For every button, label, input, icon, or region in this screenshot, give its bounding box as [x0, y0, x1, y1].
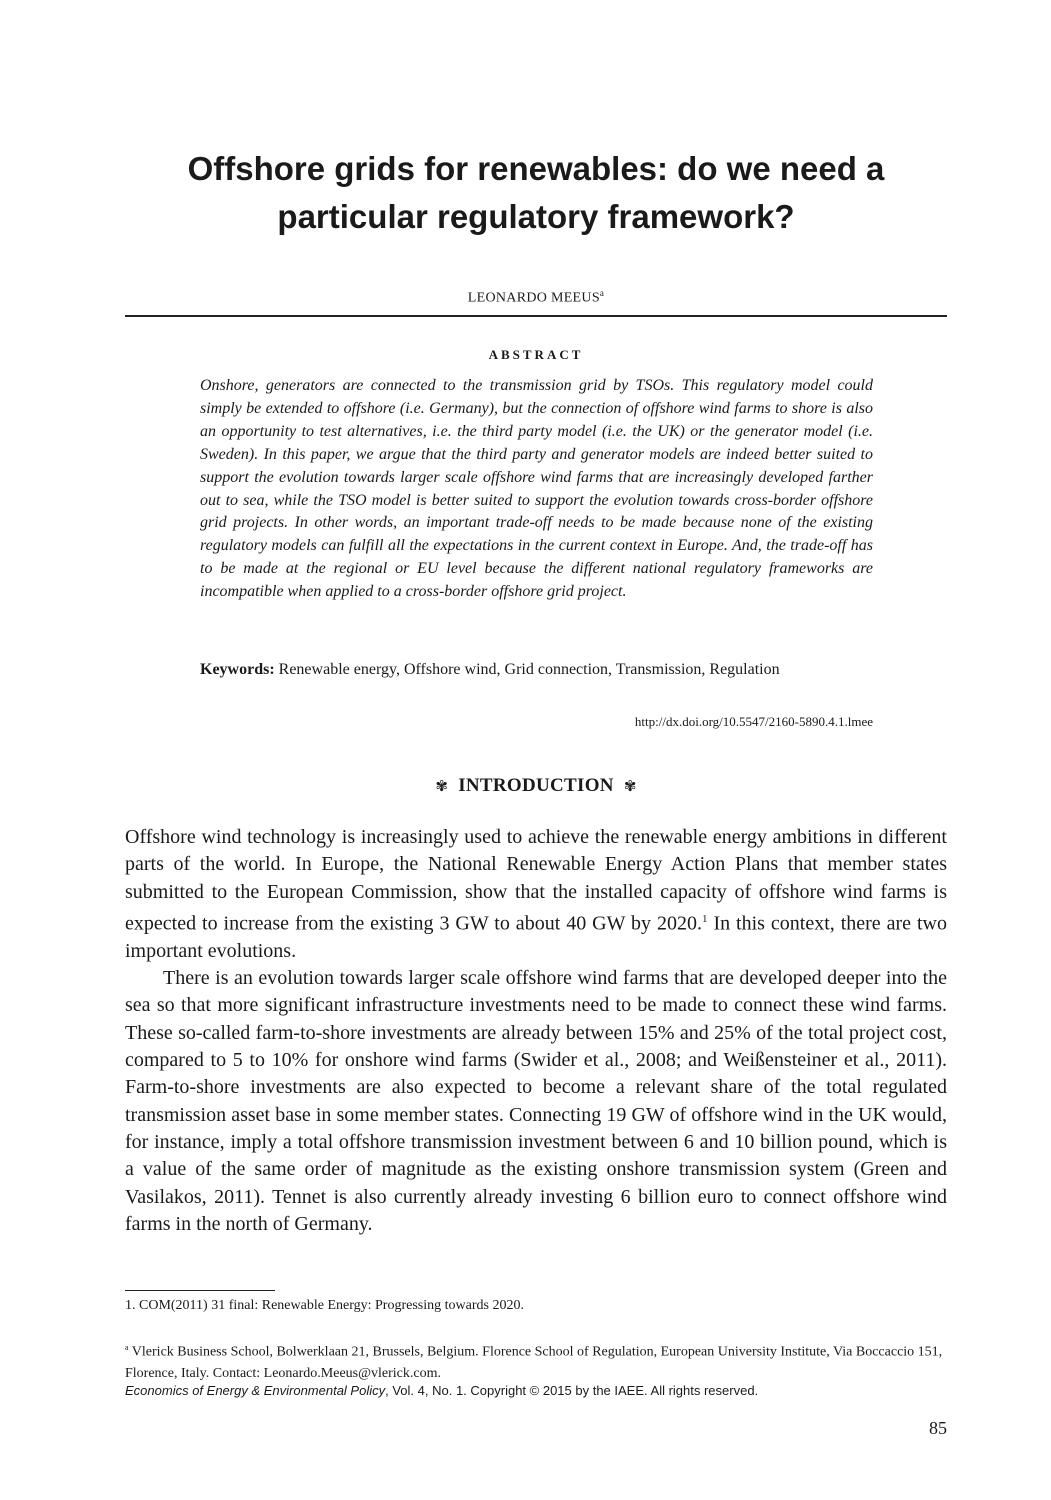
body-paragraph-1 — [125, 824, 947, 965]
author-affiliation-note — [125, 1337, 947, 1384]
keywords-label: Keywords: — [200, 661, 275, 678]
paper-title — [125, 145, 947, 241]
affiliation-mark: a — [125, 1343, 129, 1352]
affiliation-text: Vlerick Business School, Bolwerklaan 21, Brussels, Belgium. Florence School of Regulation, European University Institute, Via Boccaccio 151, Florence, Italy. Contact: Leonardo.Meeus@vlerick.com. — [125, 1344, 943, 1381]
introduction-heading-text: INTRODUCTION — [458, 775, 614, 796]
paragraph-1-end: In this context, there are two important evolutions. — [125, 912, 947, 962]
footnote-1: 1. COM(2011) 31 final: Renewable Energy: Progressing towards 2020. — [125, 1298, 524, 1313]
title-line-2: particular regulatory framework? — [277, 198, 795, 235]
footnote-ref-1[interactable]: 1 — [702, 912, 708, 925]
keywords — [200, 659, 873, 682]
author-affiliation-mark: a — [599, 288, 605, 298]
ornament-left-icon: ✾ — [435, 779, 449, 795]
page-number: 85 — [929, 1418, 947, 1438]
introduction-body — [125, 824, 947, 1238]
abstract-heading: ABSTRACT — [488, 347, 584, 362]
title-line-1: Offshore grids for renewables: do we need a — [187, 150, 885, 187]
abstract-text: Onshore, generators are connected to the transmission grid by TSOs. This regulatory model could simply be extended to offshore (i.e. Germany), but the connection of offshore wind farms to shore is also an opportunity to test alternatives, i.e. the third party model (i.e. the UK) or the generator model (i.e. Sweden). In this paper, we argue that the third party and generator models are indeed better suited to support the evolution towards larger scale offshore wind farms that are increasingly developed farther out to sea, while the TSO model is better suited to support the evolution towards cross-border offshore grid projects. In other words, an important trade-off needs to be made because none of the existing regulatory models can fulfill all the expectations in the current context in Europe. And, the trade-off has to be made at the regional or EU level because the different national regulatory frameworks are incompatible when applied to a cross-border offshore grid project. — [200, 377, 873, 601]
header-divider — [125, 315, 947, 317]
footnote-divider — [125, 1290, 275, 1291]
body-paragraph-2: There is an evolution towards larger scale offshore wind farms that are developed deeper into the sea so that more significant infrastructure investments need to be made to connect these wind farms. These so-called farm-to-shore investments are already between 15% and 25% of the total project cost, compared to 5 to 10% for onshore wind farms (Swider et al., 2008; and Weißensteiner et al., 2011). Farm-to-shore investments are also expected to become a relevant share of the total regulated transmission asset base in some member states. Connecting 19 GW of offshore wind in the UK would, for instance, imply a total offshore transmission investment between 6 and 10 billion pound, which is a value of the same order of magnitude as the existing onshore transmission system (Green and Vasilakos, 2011). Tennet is also currently already investing 6 billion euro to connect offshore wind farms in the north of Germany. — [125, 967, 947, 1235]
ornament-right-icon: ✾ — [623, 779, 637, 795]
author-name: LEONARDO MEEUS — [467, 290, 600, 306]
keywords-text: Renewable energy, Offshore wind, Grid connection, Transmission, Regulation — [278, 661, 780, 678]
author-line — [125, 288, 947, 307]
journal-details: , Vol. 4, No. 1. Copyright © 2015 by the IAEE. All rights reserved. — [385, 1383, 759, 1398]
section-heading-introduction — [125, 775, 947, 797]
journal-name: Economics of Energy & Environmental Policy — [125, 1383, 386, 1398]
journal-citation — [125, 1383, 947, 1398]
paragraph-1-text: Offshore wind technology is increasingly used to achieve the renewable energy ambitions in different parts of the world. In Europe, the National Renewable Energy Action Plans that member states submitted to the European Commission, show that the installed capacity of offshore wind farms is expected to increase from the existing 3 GW to about 40 GW by 2020. — [125, 826, 947, 935]
doi-link[interactable]: http://dx.doi.org/10.5547/2160-5890.4.1.lmee — [634, 714, 873, 729]
